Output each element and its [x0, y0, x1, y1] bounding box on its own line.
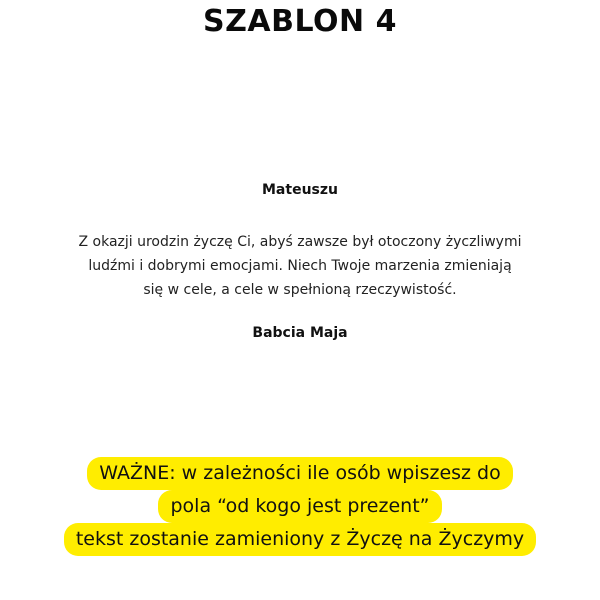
page-title: SZABLON 4	[203, 4, 397, 39]
card-message-line-3: się w cele, a cele w spełnioną rzeczywistość.	[143, 282, 457, 298]
important-notice	[0, 457, 600, 556]
notice-line-3: tekst zostanie zamieniony z Życzę na Życzymy	[64, 523, 536, 556]
card-recipient: Mateuszu	[262, 182, 338, 198]
card-message	[0, 230, 600, 302]
card-message-line-2: ludźmi i dobrymi emocjami. Niech Twoje marzenia zmieniają	[88, 258, 512, 274]
notice-line-1: WAŻNE: w zależności ile osób wpiszesz do	[87, 457, 512, 490]
card-message-line-1: Z okazji urodzin życzę Ci, abyś zawsze był otoczony życzliwymi	[78, 234, 522, 250]
card-signature: Babcia Maja	[252, 325, 348, 341]
notice-line-2: pola “od kogo jest prezent”	[158, 490, 441, 523]
